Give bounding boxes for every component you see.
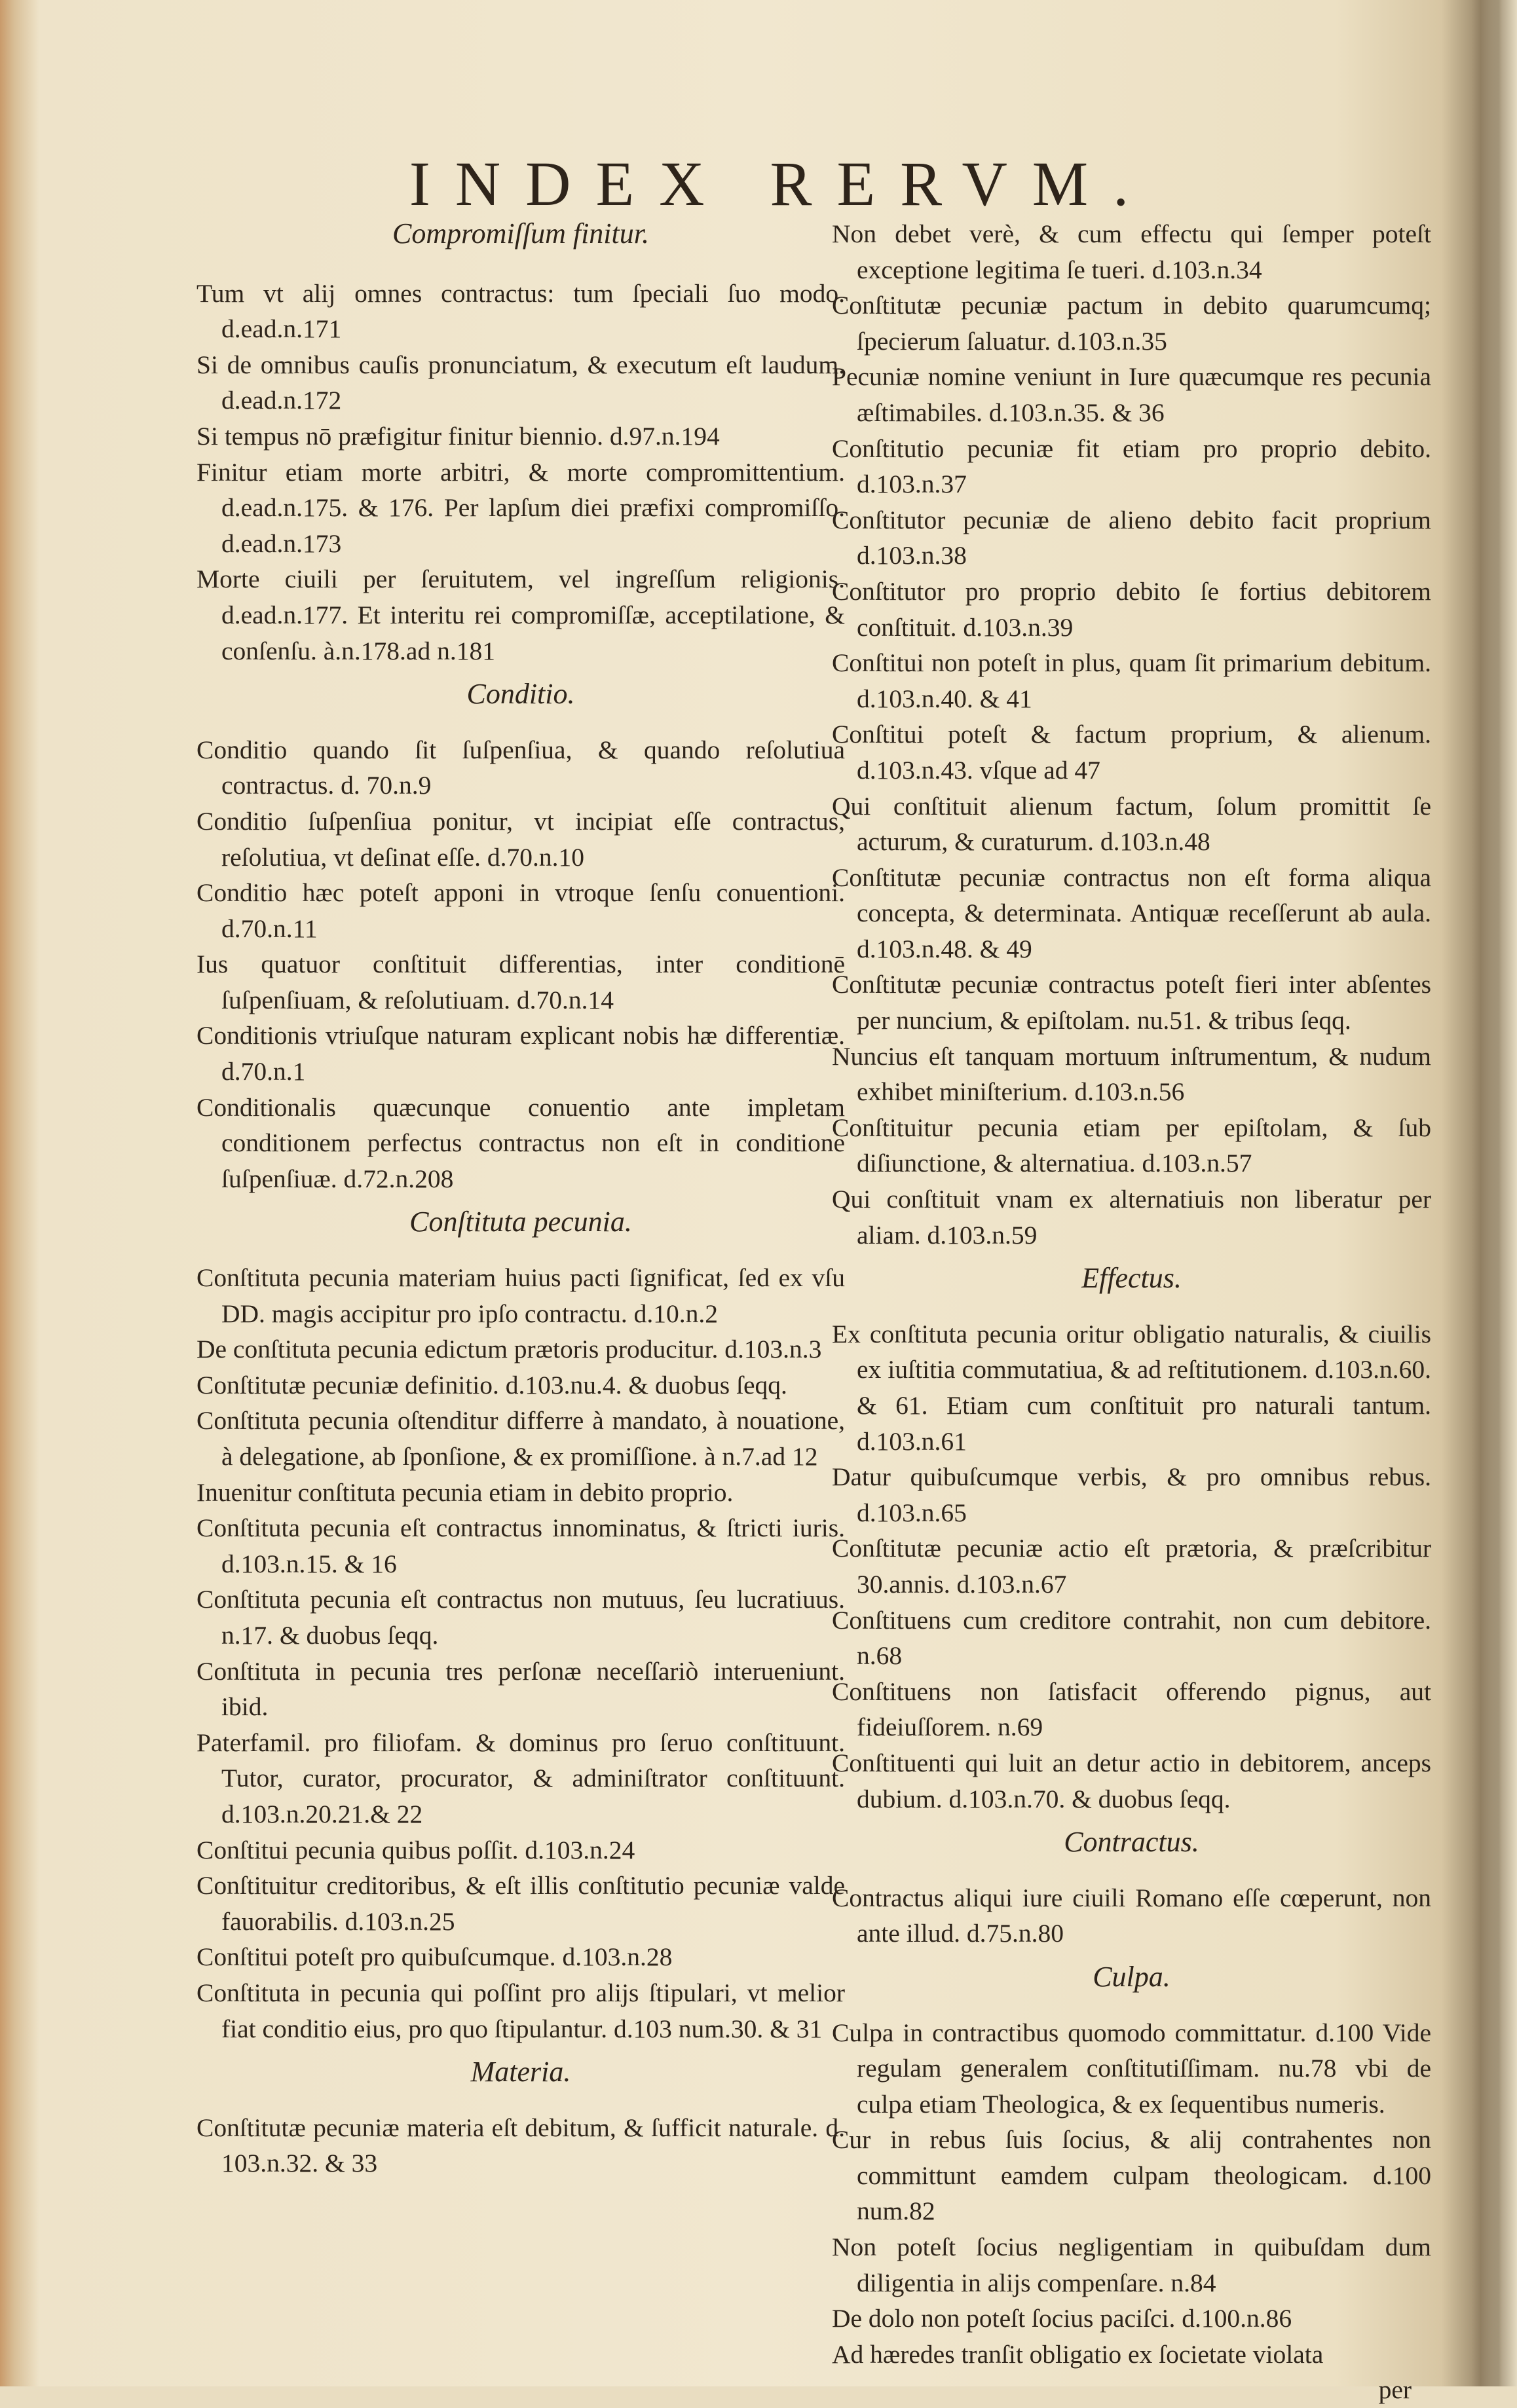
index-entry: Non debet verè, & cum effectu qui ſemper poteſt exceptione legitima ſe tueri. d.103.n.34	[832, 219, 1431, 284]
index-entry: Conſtitutæ pecuniæ definitio. d.103.nu.4. & duobus ſeqq.	[197, 1370, 787, 1399]
index-entry: Conſtitui pecunia quibus poſſit. d.103.n.24	[197, 1835, 635, 1864]
section-heading: Contractus.	[1064, 1826, 1199, 1859]
index-entry: Conditionalis quæcunque conuentio ante impletam conditionem perfectus contractus non eſt in conditione ſuſpenſiuæ. d.72.n.208	[197, 1092, 845, 1193]
index-entry: Conſtitui poteſt pro quibuſcumque. d.103.n.28	[197, 1942, 673, 1972]
index-entry: Ad hæredes tranſit obligatio ex ſocietate violata	[832, 2339, 1324, 2369]
section-heading: Materia.	[470, 2056, 571, 2088]
index-entry: Conditio quando ſit ſuſpenſiua, & quando reſolutiua contractus. d. 70.n.9	[197, 735, 845, 800]
index-entry: Conſtituta in pecunia tres perſonæ neceſſariò interueniunt. ibid.	[197, 1656, 845, 1722]
index-entry: Conſtituenti qui luit an detur actio in debitorem, anceps dubium. d.103.n.70. & duobus ſeqq.	[832, 1748, 1431, 1813]
index-entry: Conditio ſuſpenſiua ponitur, vt incipiat eſſe contractus, reſolutiua, vt deſinat eſſe. d.70.n.10	[197, 806, 845, 872]
index-entry: Conſtitutio pecuniæ fit etiam pro proprio debito. d.103.n.37	[832, 434, 1431, 499]
index-entry: Conſtitui poteſt & factum proprium, & alienum. d.103.n.43. vſque ad 47	[832, 720, 1431, 785]
index-entry: Conſtitutæ pecuniæ materia eſt debitum, & ſufficit naturale. d. 103.n.32. & 33	[197, 2113, 845, 2178]
index-entry: Cur in rebus ſuis ſocius, & alij contrahentes non committunt eamdem culpam theologicam. d.100 num.82	[832, 2125, 1431, 2226]
page-gutter-shadow	[1471, 0, 1517, 2386]
index-entry: De conſtituta pecunia edictum prætoris producitur. d.103.n.3	[197, 1335, 822, 1364]
section-heading: Compromiſſum finitur.	[392, 217, 649, 250]
index-entry: Conditio hæc poteſt apponi in vtroque ſenſu conuentioni. d.70.n.11	[197, 878, 845, 943]
index-entry: Datur quibuſcumque verbis, & pro omnibus rebus. d.103.n.65	[832, 1462, 1431, 1527]
index-entry: Finitur etiam morte arbitri, & morte compromittentium. d.ead.n.175. & 176. Per lapſum diei præfixi compromiſſo. d.ead.n.173	[197, 457, 845, 558]
index-entry: Conſtituitur pecunia etiam per epiſtolam, & ſub diſiunctione, & alternatiua. d.103.n.57	[832, 1113, 1431, 1178]
index-entry: Conſtituens non ſatisfacit offerendo pignus, aut fideiuſſorem. n.69	[832, 1676, 1431, 1742]
index-entry: Si de omnibus cauſis pronunciatum, & executum eſt laudum. d.ead.n.172	[197, 350, 845, 415]
index-entry: Conſtituta pecunia materiam huius pacti ſignificat, ſed ex vſu DD. magis accipitur pro ipſo contractu. d.10.n.2	[197, 1263, 845, 1328]
index-entry: Qui conſtituit alienum factum, ſolum promittit ſe acturum, & curaturum. d.103.n.48	[832, 791, 1431, 857]
left-column	[197, 216, 845, 2181]
index-entry: Conſtitutæ pecuniæ pactum in debito quarumcumq; ſpecierum ſaluatur. d.103.n.35	[832, 291, 1431, 356]
index-entry: Culpa in contractibus quomodo committatur. d.100 Vide regulam generalem conſtitutiſſimam. nu.78 vbi de culpa etiam Theologica, & ex ſequentibus numeris.	[832, 2018, 1431, 2119]
index-entry: Ius quatuor conſtituit differentias, inter conditionē ſuſpenſiuam, & reſolutiuam. d.70.n.14	[197, 950, 845, 1014]
section-heading: Conſtituta pecunia.	[409, 1206, 632, 1238]
index-entry: Pecuniæ nomine veniunt in Iure quæcumque res pecunia æſtimabiles. d.103.n.35. & 36	[832, 362, 1431, 427]
index-entry: Paterfamil. pro filiofam. & dominus pro ſeruo conſtituunt. Tutor, curator, procurator, & adminiſtrator conſtituunt. d.103.n.20.21.& 22	[197, 1728, 845, 1828]
index-entry: Conditionis vtriuſque naturam explicant nobis hæ differentiæ. d.70.n.1	[197, 1021, 845, 1086]
section-heading: Conditio.	[466, 678, 575, 711]
index-entry: Conſtitutor pro proprio debito ſe fortius debitorem conſtituit. d.103.n.39	[832, 576, 1431, 642]
index-entry: Conſtitutor pecuniæ de alieno debito facit proprium d.103.n.38	[832, 505, 1431, 570]
index-entry: Conſtitui non poteſt in plus, quam ſit primarium debitum. d.103.n.40. & 41	[832, 648, 1431, 713]
index-entry: Inuenitur conſtituta pecunia etiam in debito proprio.	[197, 1477, 734, 1507]
index-entry: Conſtitutæ pecuniæ contractus poteſt fieri inter abſentes per nuncium, & epiſtolam. nu.51. & tribus ſeqq.	[832, 970, 1431, 1035]
index-entry: Qui conſtituit vnam ex alternatiuis non liberatur per aliam. d.103.n.59	[832, 1185, 1431, 1250]
index-entry: Tum vt alij omnes contractus: tum ſpeciali ſuo modo. d.ead.n.171	[197, 278, 845, 344]
index-entry: Si tempus nō præfigitur finitur biennio. d.97.n.194	[197, 421, 720, 451]
index-entry: Conſtituta pecunia eſt contractus non mutuus, ſeu lucratiuus. n.17. & duobus ſeqq.	[197, 1585, 845, 1650]
index-entry: Non poteſt ſocius negligentiam in quibuſdam dum diligentia in alijs compenſare. n.84	[832, 2232, 1431, 2297]
index-entry: Conſtituta in pecunia qui poſſint pro alijs ſtipulari, vt melior fiat conditio eius, pro quo ſtipulantur. d.103 num.30. & 31	[197, 1978, 845, 2043]
index-entry: Conſtituta pecunia oſtenditur differre à mandato, à nouatione, à delegatione, ab ſponſione, & ex promiſſione. à n.7.ad 12	[197, 1406, 845, 1471]
index-entry: Contractus aliqui iure ciuili Romano eſſe cœperunt, non ante illud. d.75.n.80	[832, 1883, 1431, 1948]
index-entry: Morte ciuili per ſeruitutem, vel ingreſſum religionis. d.ead.n.177. Et interitu rei compromiſſæ, acceptilatione, & conſenſu. à.n.178.ad n.181	[197, 565, 845, 665]
index-entry: Conſtituens cum creditore contrahit, non cum debitore. n.68	[832, 1605, 1431, 1671]
section-heading: Culpa.	[1093, 1960, 1171, 1993]
section-heading: Effectus.	[1081, 1262, 1182, 1295]
index-entry: Conſtituta pecunia eſt contractus innominatus, & ſtricti iuris. d.103.n.15. & 16	[197, 1513, 845, 1578]
index-entry: Conſtitutæ pecuniæ actio eſt prætoria, & præſcribitur 30.annis. d.103.n.67	[832, 1534, 1431, 1599]
page-header: INDEX RERVM.	[409, 149, 1154, 219]
index-entry: Ex conſtituta pecunia oritur obligatio naturalis, & ciuilis ex iuſtitia commutatiua, & ad reſtitutionem. d.103.n.60. & 61. Etiam cum conſtituit pro naturali tantum. d.103.n.61	[832, 1319, 1431, 1456]
index-entry: Conſtitutæ pecuniæ contractus non eſt forma aliqua concepta, & determinata. Antiquæ receſſerunt ab aula. d.103.n.48. & 49	[832, 862, 1431, 963]
catchword: per	[1378, 2375, 1412, 2405]
index-entry: De dolo non poteſt ſocius paciſci. d.100.n.86	[832, 2304, 1292, 2333]
index-entry: Nuncius eſt tanquam mortuum inſtrumentum, & nudum exhibet miniſterium. d.103.n.56	[832, 1041, 1431, 1107]
index-entry: Conſtituitur creditoribus, & eſt illis conſtitutio pecuniæ valde fauorabilis. d.103.n.25	[197, 1871, 845, 1936]
right-column	[832, 216, 1431, 2408]
